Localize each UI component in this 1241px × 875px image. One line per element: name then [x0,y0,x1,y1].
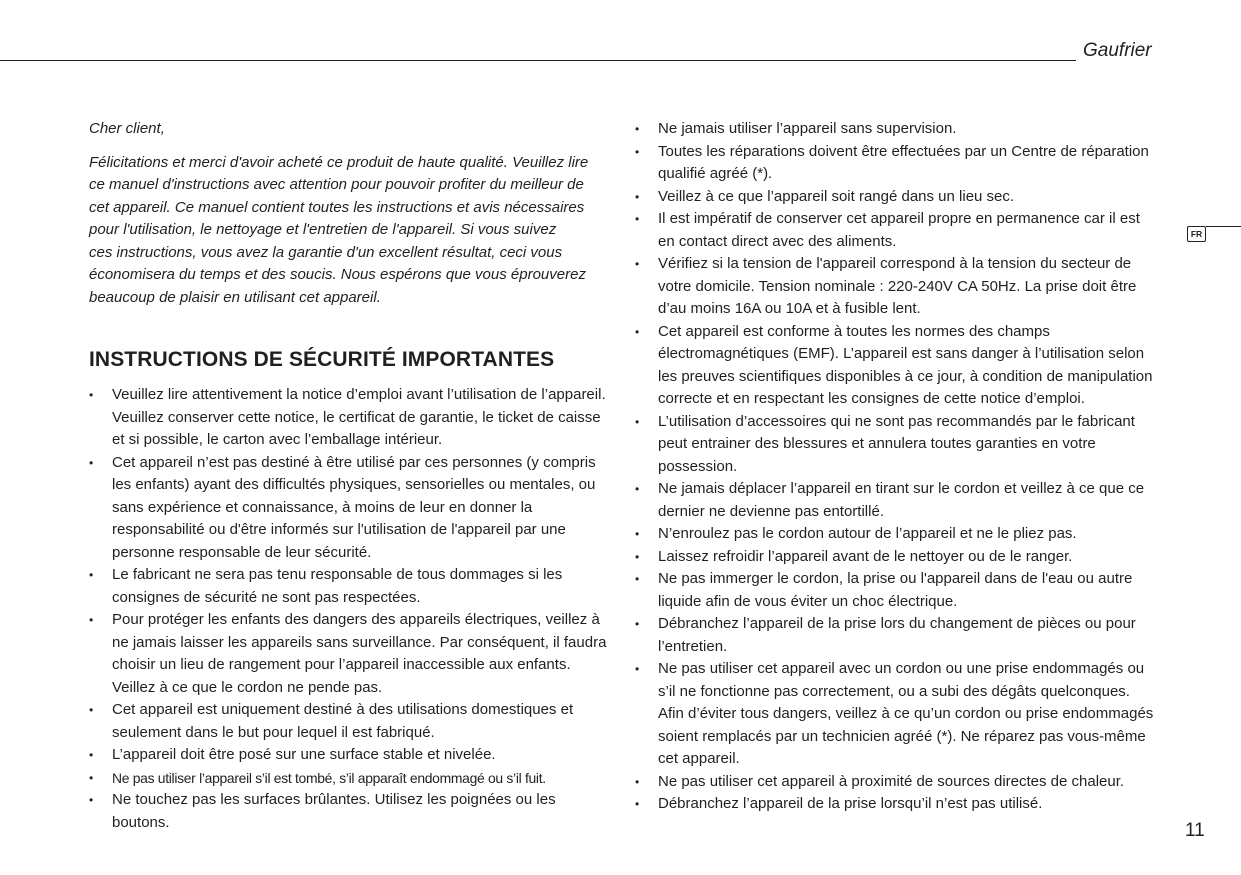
list-item: • Ne jamais utiliser l’appareil sans supervision. [635,118,1155,141]
intro-line: cet appareil. Ce manuel contient toutes les instructions et avis nécessaires [89,198,585,216]
list-item: • Il est impératif de conserver cet appareil propre en permanence car il est en contact direct avec des aliments. [635,208,1155,253]
page-number: 11 [1185,820,1205,841]
list-item: • Débranchez l’appareil de la prise lors du changement de pièces ou pour l’entretien. [635,613,1155,658]
list-item: • Toutes les réparations doivent être effectuées par un Centre de réparation qualifié agréé (*). [635,141,1155,186]
intro-line: ce manuel d'instructions avec attention pour pouvoir profiter du meilleur de [89,176,584,193]
intro-line: beaucoup de plaisir en utilisant cet appareil. [89,288,381,306]
list-item: • Ne pas utiliser l’appareil s’il est tombé, s’il apparaît endommagé ou s’il fuit. [89,767,609,790]
intro-text [89,118,609,309]
safety-list-right [635,118,1155,816]
safety-list-left [89,384,609,834]
language-tab-rule [1206,226,1241,227]
list-item: • Ne touchez pas les surfaces brûlantes. Utilisez les poignées ou les boutons. [89,789,609,834]
language-tab: FR [1187,226,1206,242]
left-column [89,118,609,834]
list-item: • Ne pas utiliser cet appareil à proximité de sources directes de chaleur. [635,771,1155,794]
list-item: • Ne jamais déplacer l’appareil en tirant sur le cordon et veillez à ce que ce dernier ne devienne pas entortillé. [635,478,1155,523]
list-item: • Cet appareil n’est pas destiné à être utilisé par ces personnes (y compris les enfants) ayant des difficultés physiques, sensorielles ou mentales, ou sans expérience et connaissance, à moins de leur en donner la responsabilité ou d'être informés sur l'utilisation de l'appareil par une personne responsable de leur sécurité. [89,452,609,565]
intro-line: économisera du temps et des soucis. Nous espérons que vous éprouverez [89,266,586,283]
list-item: • Veuillez lire attentivement la notice d’emploi avant l’utilisation de l’appareil. Veuillez conserver cette notice, le certificat de garantie, le ticket de caisse et si possible, le carton avec l’emballage intérieur. [89,384,609,452]
right-column [635,118,1155,816]
intro-line: ces instructions, vous avez la garantie d'un excellent résultat, ceci vous [89,243,563,261]
list-item: • L’utilisation d’accessoires qui ne sont pas recommandés par le fabricant peut entrainer des blessures et annulera toutes garanties en votre possession. [635,411,1155,479]
header-rule [0,60,1076,61]
section-title: INSTRUCTIONS DE SÉCURITÉ IMPORTANTES [89,348,555,371]
list-item: • Cet appareil est uniquement destiné à des utilisations domestiques et seulement dans le but pour lequel il est fabriqué. [89,699,609,744]
list-item: • Débranchez l’appareil de la prise lorsqu’il n’est pas utilisé. [635,793,1155,816]
list-item: • N’enroulez pas le cordon autour de l’appareil et ne le pliez pas. [635,523,1155,546]
product-name: Gaufrier [1083,40,1152,61]
list-item: • Le fabricant ne sera pas tenu responsable de tous dommages si les consignes de sécurité ne sont pas respectées. [89,564,609,609]
list-item: • Ne pas immerger le cordon, la prise ou l'appareil dans de l'eau ou autre liquide afin de vous éviter un choc électrique. [635,568,1155,613]
intro-line: pour l'utilisation, le nettoyage et l'entretien de l'appareil. Si vous suivez [89,221,557,238]
list-item: • Ne pas utiliser cet appareil avec un cordon ou une prise endommagés ou s’il ne fonctionne pas correctement, ou a subi des dégâts quelconques. Afin d’éviter tous dangers, veillez à ce qu’un cordon ou prise endommagés soient remplacés par un technicien agréé (*). Ne réparez pas vous-même cet appareil. [635,658,1155,771]
list-item: • Cet appareil est conforme à toutes les normes des champs électromagnétiques (EMF). L’appareil est sans danger à l’utilisation selon les preuves scientifiques disponibles à ce jour, à condition de manipulation correcte et en respectant les consignes de cette notice d’emploi. [635,321,1155,411]
list-item: • Veillez à ce que l’appareil soit rangé dans un lieu sec. [635,186,1155,209]
list-item: • Laissez refroidir l’appareil avant de le nettoyer ou de le ranger. [635,546,1155,569]
list-item: • Vérifiez si la tension de l'appareil correspond à la tension du secteur de votre domicile. Tension nominale : 220-240V CA 50Hz. La prise doit être d’au moins 16A ou 10A et à fusible lent. [635,253,1155,321]
intro-line: Félicitations et merci d'avoir acheté ce produit de haute qualité. Veuillez lire [89,153,589,171]
greeting: Cher client, [89,120,165,137]
list-item: • L’appareil doit être posé sur une surface stable et nivelée. [89,744,609,767]
list-item: • Pour protéger les enfants des dangers des appareils électriques, veillez à ne jamais laisser les appareils sans surveillance. Par conséquent, il faudra choisir un lieu de rangement pour l’appareil inaccessible aux enfants. Veillez à ce que le cordon ne pende pas. [89,609,609,699]
